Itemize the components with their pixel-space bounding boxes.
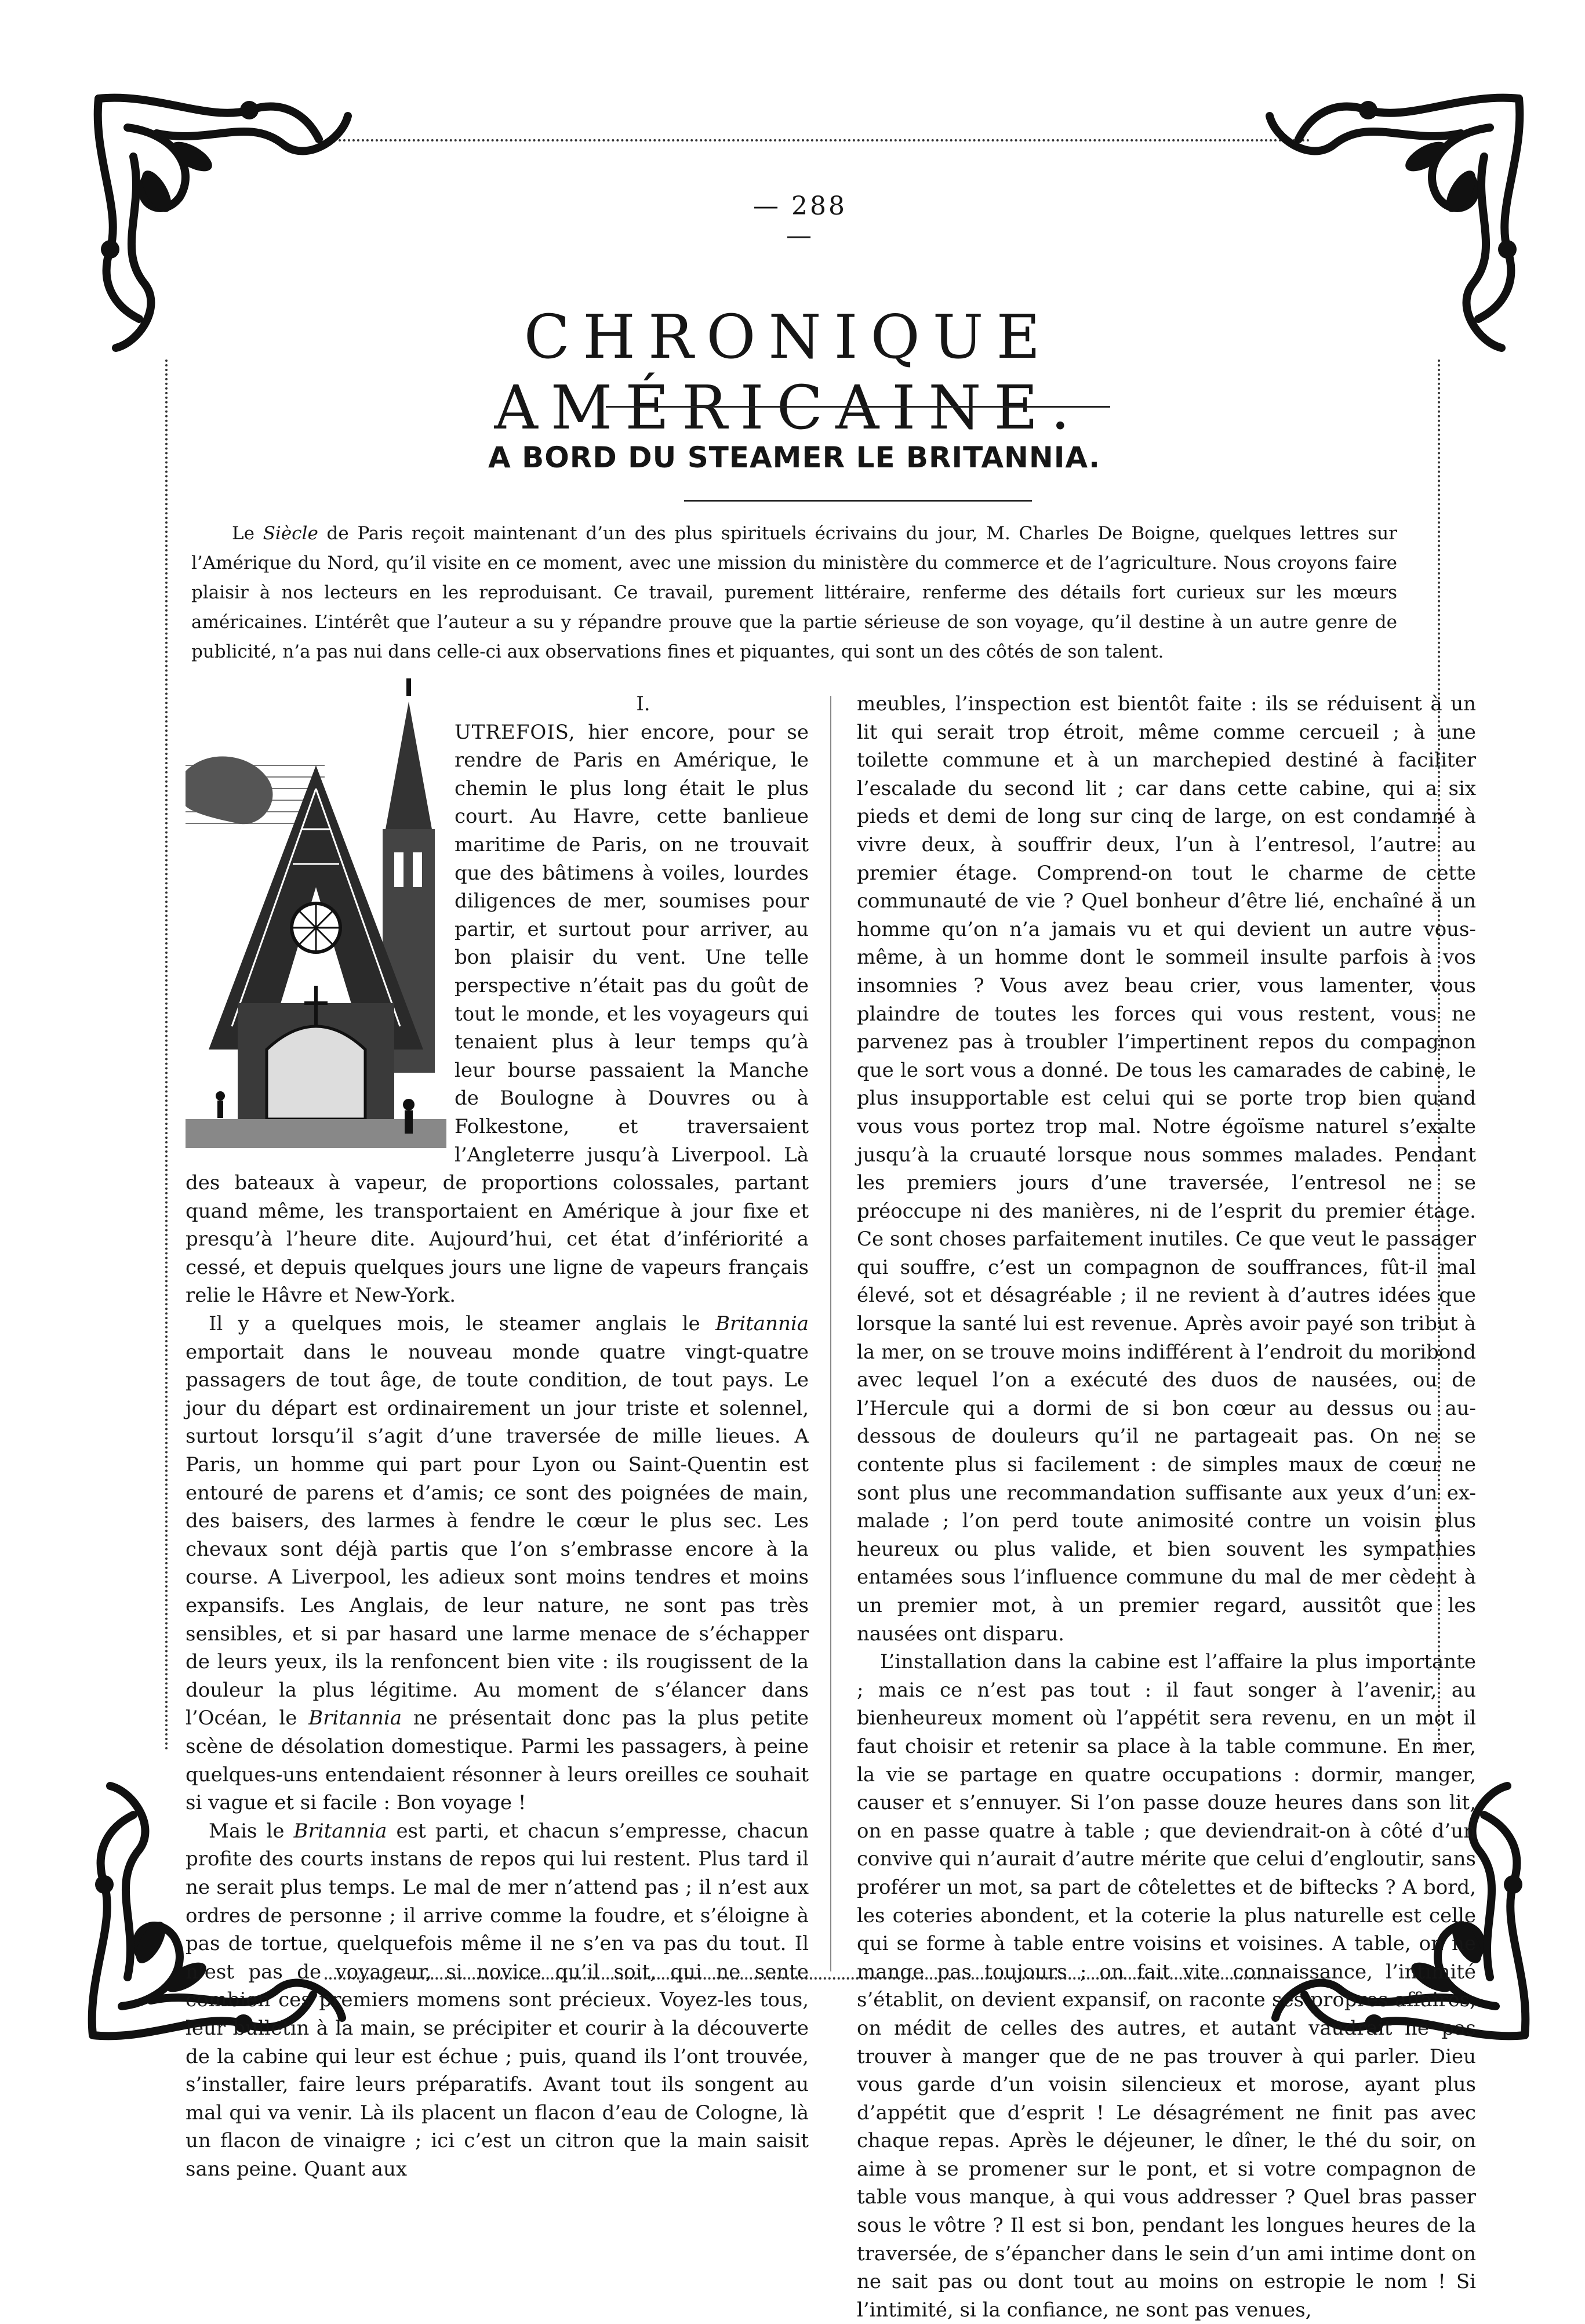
left-paragraph-3 xyxy=(186,1817,809,2184)
column-divider xyxy=(830,696,831,1971)
ship-name: Britannia xyxy=(715,1312,809,1336)
opening-word: UTREFOIS, xyxy=(455,720,576,744)
right-paragraph-1: meubles, l’inspection est bientôt faite : ils se réduisent à un lit qui serait trop étroit, même comme cercueil ; à une toilette commune et à un marchepied destiné à faciliter l’escalade du second lit ; car dans cette cabine, qui a six pieds et demi de long sur cinq de large, on est condamné à vivre deux, à souffrir deux, l’un à l’entresol, l’autre au premier étage. Comprend-on tout le charme de cette communauté de vie ? Quel bonheur d’être lié, enchaîné à un homme qu’on n’a jamais vu et qui devient un autre vous-même, à un homme dont le sommeil insulte parfois à vos insomnies ? Vous avez beau crier, vous lamenter, vous plaindre de toutes les forces qui vous restent, vous ne parvenez pas à troubler l’impertinent repos du compagnon que le sort vous a donné. De tous les camarades de cabine, le plus insupportable est celui qui se porte trop bien quand vous vous portez trop mal. Notre égoïsme naturel s’exalte jusqu’à la cruauté lorsque nous sommes malades. Pendant les premiers jours d’une traversée, l’entresol ne se préoccupe ni des manières, ni de l’esprit du premier étage. Ce sont choses parfaitement inutiles. Ce que veut le passager qui souffre, c’est un compagnon de souffrances, fût-il mal élevé, sot et désagréable ; il ne revient à d’autres idées que lorsque la santé lui est revenue. Après avoir payé son tribut à la mer, on se trouve moins indifférent à l’endroit du moribond avec lequel l’on a exécuté des duos de nausées, ou de l’Hercule qui a dormi de si bon cœur au dessus ou au-dessous de douleurs qu’il ne partageait pas. On ne se contente plus si facilement : de simples maux de cœur ne sont plus une recommandation suffisante aux yeux d’un ex-malade ; l’on perd toute animosité contre un voisin plus heureux ou plus valide, et bien souvent les sympathies entamées sous l’influence commune du mal de mer cèdent à un premier mot, à un premier regard, aussitôt que les nausées ont disparu. xyxy=(857,692,1476,1646)
page-title: CHRONIQUE AMÉRICAINE. xyxy=(494,302,1083,443)
ship-name: Britannia xyxy=(293,1819,387,1843)
title-rule xyxy=(606,406,1110,408)
left-paragraph-1-text: hier encore, pour se rendre de Paris en Amérique, le chemin le plus long était le plus court. Au Havre, cette banlieue maritime de Paris, on ne trouvait que des bâtimens à voiles, lourdes diligences de mer, soumises pour partir, et surtout pour arriver, au bon plaisir du vent. Une telle perspective n’était pas du goût de tout le monde, et les voyageurs qui tenaient plus à leur temps qu’à leur bourse passaient la Manche de Boulogne à Douvres ou à Folkestone, et traversaient l’Angleterre jusqu’à Liverpool. Là des bateaux à vapeur, de proportions colossales, partant quand même, les transportaient en Amérique à jour fixe et presqu’à l’heure dite. Aujourd’hui, cet état d’infériorité a cessé, et depuis quelques jours une ligne de vapeurs français relie le Hâvre et New-York. xyxy=(186,720,809,1308)
left-paragraph-2-b: emportait dans le nouveau monde quatre vingt-quatre passagers de tout âge, de toute condition, de tout pays. Le jour du départ est ordinairement un jour triste et solennel, surtout lorsqu’il s’agit d’une traversée de mille lieues. A Paris, un homme qui part pour Lyon ou Saint-Quentin est entouré de parens et d’amis; ce sont des poignées de main, des baisers, des larmes à fendre le cœur le plus sec. Les chevaux sont déjà partis que l’on s’embrasse encore à la course. A Liverpool, les adieux sont moins tendres et moins expansifs. Les Anglais, de leur nature, ne sont pas très sensibles, et si par hasard une larme menace de s’échapper de leurs yeux, ils la renfoncent bien vite : ils rougissent de la douleur la plus légitime. Au moment de s’élancer dans l’Océan, le xyxy=(186,1340,809,1730)
intro-text-rest: de Paris reçoit maintenant d’un des plus spirituels écrivains du jour, M. Charles De Boigne, quelques lettres sur l’Amérique du Nord, qu’il visite en ce moment, avec une mission du ministère du commerce et de l’agriculture. Nous croyons faire plaisir à nos lecteurs en les reproduisant. Ce travail, purement littéraire, renferme des détails fort curieux sur les mœurs américaines. L’intérêt que l’auteur a su y répandre prouve que la partie sérieuse de son voyage, qu’il destine à un autre genre de publicité, n’a pas nui dans celle-ci aux observations fines et piquantes, qui sont un des côtés de son talent. xyxy=(191,523,1397,662)
left-paragraph-2-c: ne présentait donc pas la plus petite scène de désolation domestique. Parmi les passagers, à peine quelques-uns entendaient résonner à leurs oreilles ce souhait si vague et si facile : Bon voyage ! xyxy=(186,1706,809,1815)
left-paragraph-2 xyxy=(186,1310,809,1817)
left-border-line xyxy=(165,360,168,1751)
section-number: I. xyxy=(636,692,650,716)
left-column xyxy=(186,690,809,2183)
intro-paragraph xyxy=(191,519,1397,667)
page-number: — 288 — xyxy=(753,191,847,250)
subtitle-rule xyxy=(684,500,1032,502)
ornament-corner-top-right xyxy=(1217,75,1542,400)
article-subtitle: A BORD DU STEAMER LE BRITANNIA. xyxy=(488,441,1100,474)
church-engraving-image xyxy=(186,678,446,1148)
ship-name: Britannia xyxy=(308,1706,402,1730)
intro-journal-name: Siècle xyxy=(263,523,318,544)
top-border-line xyxy=(325,139,1310,141)
right-paragraph-2: L’installation dans la cabine est l’affaire la plus importante ; mais ce n’est pas tout : il faut songer à l’avenir, au bienheureux moment où l’appétit sera revenu, en un mot il faut choisir et retenir sa place à la table commune. En mer, la vie se partage en quatre occupations : dormir, manger, causer et s’ennuyer. Si l’on passe douze heures dans son lit, on en passe quatre à table ; que deviendrait-on à côté d’un convive qui n’aurait d’autre mérite que celui d’engloutir, sans proférer un mot, sa part de côtelettes et de biftecks ? A bord, les coteries abondent, et la coterie la plus naturelle est celle qui se forme à table entre voisins et voisines. A table, on ne mange pas toujours ; on fait vite connaissance, l’intimité s’établit, on devient expansif, on raconte ses propres affaires, on médit de celles des autres, et autant vaudrait ne pas trouver à manger que de ne pas trouver à qui parler. Dieu vous garde d’un voisin silencieux et morose, ayant plus d’appétit que d’esprit ! Le désagrément ne finit pas avec chaque repas. Après le déjeuner, le dîner, le thé du soir, on aime à se promener sur le pont, et si votre compagnon de table vous manque, à qui vous addresser ? Quel bras passer sous le vôtre ? Il est si bon, pendant les longues heures de la traversée, de s’épancher dans le sein d’un ami intime dont on ne sait pas ou dont tout au moins on estropie le nom ! Si l’intimité, si la confiance, ne sont pas venues, xyxy=(857,1650,1476,2322)
left-paragraph-2-a: Il y a quelques mois, le steamer anglais le xyxy=(209,1312,715,1336)
dropcap-illustration xyxy=(186,678,446,1148)
left-paragraph-3-a: Mais le xyxy=(209,1819,294,1843)
right-column xyxy=(857,690,1476,2324)
intro-text-start: Le xyxy=(232,523,263,544)
left-paragraph-3-b: est parti, et chacun s’empresse, chacun profite des courts instans de repos qui lui restent. Plus tard il ne serait plus temps. Le mal de mer n’attend pas ; il n’est aux ordres de personne ; il arrive comme la foudre, et s’éloigne à pas de tortue, quelquefois même il ne s’en va pas du tout. Il n’est pas de voyageur, si novice qu’il soit, qui ne sente combien ces premiers momens sont précieux. Voyez-les tous, leur bulletin à la main, se précipiter et courir à la découverte de la cabine qui leur est échue ; puis, quand ils l’ont trouvée, s’installer, faire leurs préparatifs. Avant tout ils songent au mal qui va venir. Là ils placent un flacon d’eau de Cologne, là un flacon de vinaigre ; ici c’est un citron que la main saisit sans peine. Quant aux xyxy=(186,1819,809,2181)
